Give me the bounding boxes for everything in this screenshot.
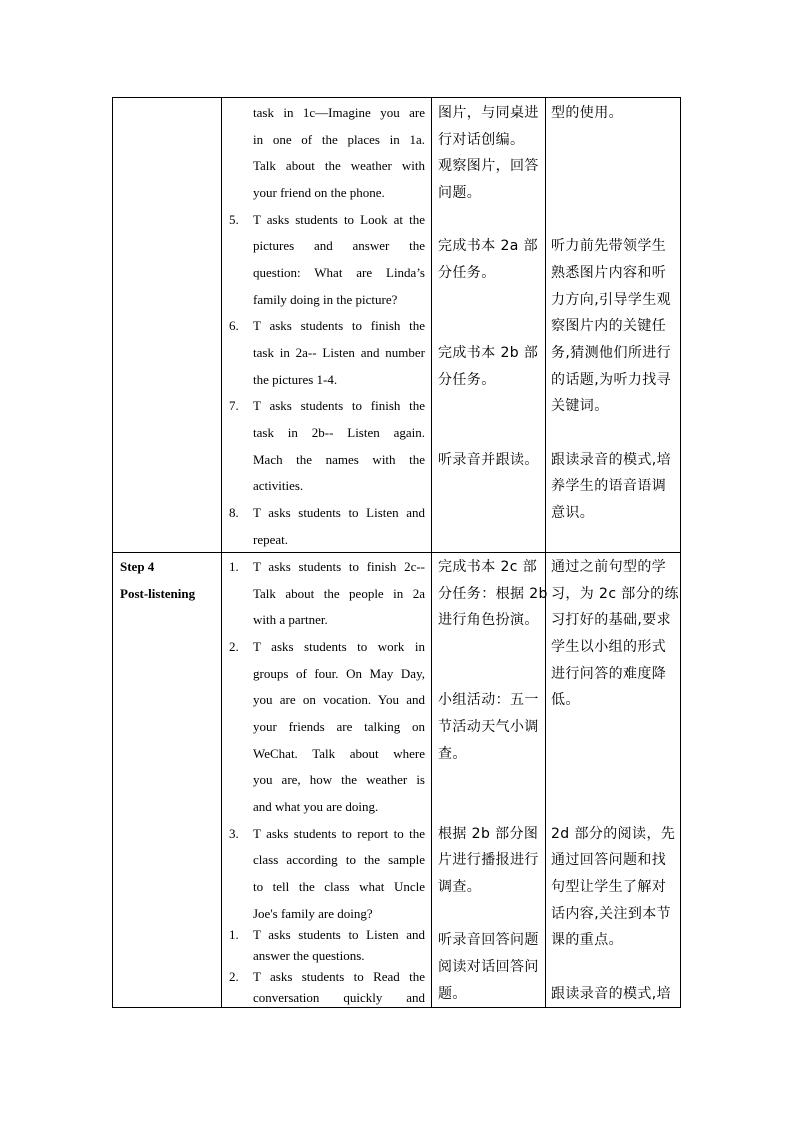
text-line: Joe's family are doing? <box>253 906 373 921</box>
text-line: T asks students to finish the <box>253 318 425 333</box>
text-line: class according to the sample <box>253 852 425 867</box>
text-line: task in 2a-- Listen and number <box>253 345 425 360</box>
text-line: 熟悉图片内容和听 <box>551 265 667 281</box>
text-line: you are on vocation. You and <box>253 692 425 707</box>
step-name: Post-listening <box>120 586 196 601</box>
text-line: 问题。 <box>438 185 482 201</box>
item-number: 5. <box>229 212 239 227</box>
text-line: answer the questions. <box>253 948 365 963</box>
text-line: 关键词。 <box>551 398 609 414</box>
col-border-4 <box>545 97 546 1008</box>
text-line: 力方向,引导学生观 <box>551 292 672 308</box>
text-line: 务,猜测他们所进行 <box>551 345 672 361</box>
text-line: 片进行播报进行 <box>438 852 539 868</box>
text-line: 句型让学生了解对 <box>551 879 667 895</box>
text-line: T asks students to Read the <box>253 969 425 984</box>
text-line: 进行问答的难度降 <box>551 666 667 682</box>
text-line: 阅读对话回答问 <box>438 959 539 975</box>
text-line: family doing in the picture? <box>253 292 398 307</box>
text-line: activities. <box>253 478 304 493</box>
text-line: 通过之前句型的学 <box>551 559 667 575</box>
item-number: 2. <box>229 639 239 654</box>
text-line: in one of the places in 1a. <box>253 132 425 147</box>
text-line: 习，为 2c 部分的练 <box>551 586 679 602</box>
text-line: and what you are doing. <box>253 799 379 814</box>
text-line: 调查。 <box>438 879 482 895</box>
text-line: 完成书本 2c 部 <box>438 559 538 575</box>
text-line: T asks students to Listen and <box>253 505 425 520</box>
text-line: T asks students to finish 2c-- <box>253 559 425 574</box>
item-number: 7. <box>229 398 239 413</box>
text-line: your friend on the phone. <box>253 185 385 200</box>
text-line: 养学生的语音语调 <box>551 478 667 494</box>
text-line: 听录音回答问题 <box>438 932 539 948</box>
text-line: 完成书本 2a 部 <box>438 238 538 254</box>
item-number: 2. <box>229 969 239 984</box>
text-line: 图片，与同桌进 <box>438 105 539 121</box>
text-line: 2d 部分的阅读，先 <box>551 826 676 842</box>
text-line: 的话题,为听力找寻 <box>551 372 672 388</box>
text-line: your friends are talking on <box>253 719 425 734</box>
text-line: 学生以小组的形式 <box>551 639 667 655</box>
item-number: 6. <box>229 318 239 333</box>
text-line: pictures and answer the <box>253 238 425 253</box>
text-line: repeat. <box>253 532 289 547</box>
text-line: T asks students to Look at the <box>253 212 425 227</box>
text-line: task in 1c—Imagine you are <box>253 105 425 120</box>
text-line: with a partner. <box>253 612 328 627</box>
text-line: 察图片内的关键任 <box>551 318 667 334</box>
text-line: Talk about the people in 2a <box>253 586 425 601</box>
item-number: 1. <box>229 927 239 942</box>
text-line: 跟读录音的模式,培 <box>551 986 672 1002</box>
text-line: 题。 <box>438 986 467 1002</box>
text-line: 完成书本 2b 部 <box>438 345 539 361</box>
text-line: Mach the names with the <box>253 452 425 467</box>
text-line: the pictures 1-4. <box>253 372 338 387</box>
item-number: 1. <box>229 559 239 574</box>
item-number: 3. <box>229 826 239 841</box>
item-number: 8. <box>229 505 239 520</box>
col-border-1 <box>112 97 113 1008</box>
col-border-3 <box>431 97 432 1008</box>
text-line: 低。 <box>551 692 580 708</box>
text-line: Talk about the weather with <box>253 158 425 173</box>
text-line: T asks students to Listen and <box>253 927 425 942</box>
text-line: 行对话创编。 <box>438 132 525 148</box>
text-line: 跟读录音的模式,培 <box>551 452 672 468</box>
text-line: 习打好的基础,要求 <box>551 612 672 628</box>
text-line: 分任务。 <box>438 372 496 388</box>
text-line: groups of four. On May Day, <box>253 666 425 681</box>
text-line: 小组活动：五一 <box>438 692 539 708</box>
text-line: 分任务：根据 2b <box>438 586 548 602</box>
text-line: 进行角色扮演。 <box>438 612 539 628</box>
table-top-border <box>112 97 681 98</box>
text-line: WeChat. Talk about where <box>253 746 425 761</box>
text-line: conversation quickly and <box>253 990 425 1005</box>
step-title: Step 4 <box>120 559 155 574</box>
text-line: 型的使用。 <box>551 105 623 121</box>
text-line: T asks students to report to the <box>253 826 425 841</box>
text-line: 通过回答问题和找 <box>551 852 667 868</box>
text-line: 节活动天气小调 <box>438 719 539 735</box>
text-line: task in 2b-- Listen again. <box>253 425 425 440</box>
col-border-5 <box>680 97 681 1008</box>
text-line: 观察图片，回答 <box>438 158 539 174</box>
text-line: 分任务。 <box>438 265 496 281</box>
text-line: question: What are Linda’s <box>253 265 425 280</box>
text-line: 听力前先带领学生 <box>551 238 667 254</box>
col-border-2 <box>221 97 222 1008</box>
text-line: 听录音并跟读。 <box>438 452 539 468</box>
text-line: T asks students to work in <box>253 639 425 654</box>
text-line: T asks students to finish the <box>253 398 425 413</box>
text-line: to tell the class what Uncle <box>253 879 425 894</box>
text-line: 课的重点。 <box>551 932 623 948</box>
text-line: 意识。 <box>551 505 595 521</box>
text-line: you are, how the weather is <box>253 772 425 787</box>
text-line: 查。 <box>438 746 467 762</box>
text-line: 话内容,关注到本节 <box>551 906 672 922</box>
text-line: 根据 2b 部分图 <box>438 826 539 842</box>
